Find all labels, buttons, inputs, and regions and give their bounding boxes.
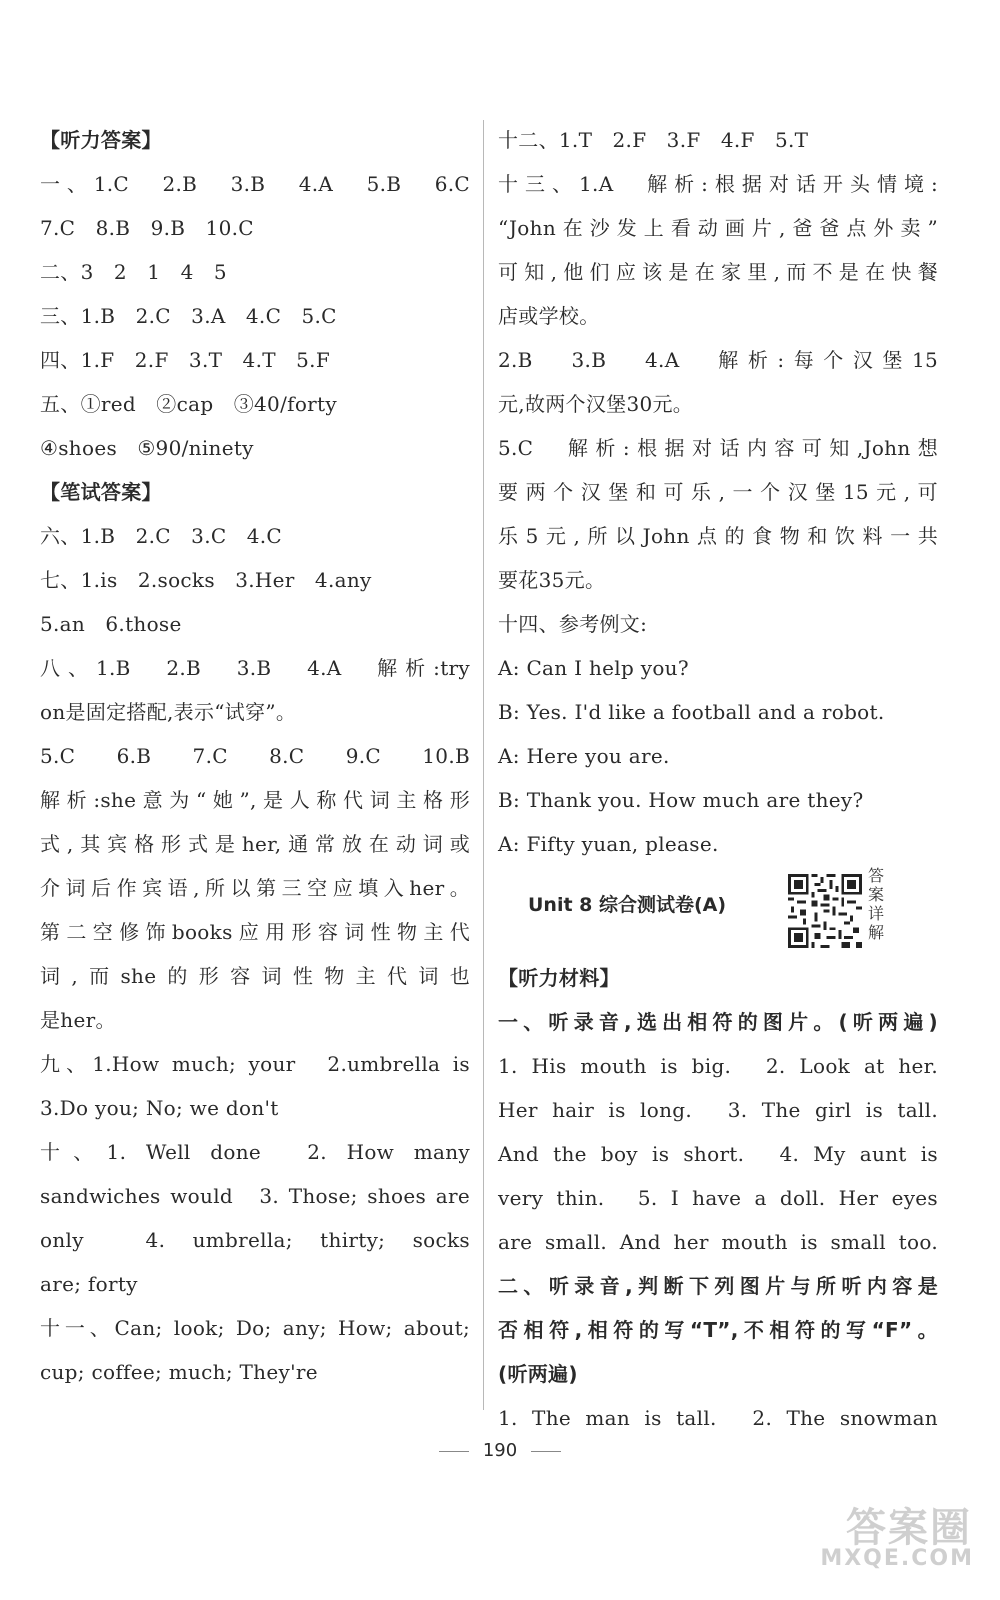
left-column bbox=[40, 118, 470, 1394]
text-line: 五、①red ②cap ③40/forty bbox=[40, 392, 337, 416]
text-line: 可知,他们应该是在家里,而不是在快餐 bbox=[498, 260, 938, 284]
page-number-dash bbox=[439, 1451, 469, 1452]
page-number bbox=[0, 1440, 1000, 1461]
text-line: 四、1.F 2.F 3.T 4.T 5.F bbox=[40, 348, 331, 372]
text-line: 八、1.B 2.B 3.B 4.A 解析:try bbox=[40, 656, 470, 680]
text-line: 7.C 8.B 9.B 10.C bbox=[40, 216, 254, 240]
section-heading: 【听力答案】 bbox=[40, 128, 162, 152]
text-line: 词,而she的形容词性物主代词也 bbox=[40, 964, 470, 988]
text-line: And the boy is short. 4. My aunt is bbox=[498, 1142, 938, 1166]
text-line: B: Thank you. How much are they? bbox=[498, 788, 864, 812]
text-line: 十二、1.T 2.F 3.F 4.F 5.T bbox=[498, 128, 809, 152]
question-heading: 一、听录音,选出相符的图片。(听两遍) bbox=[498, 1010, 938, 1034]
question-heading: 二、听录音,判断下列图片与所听内容是 bbox=[498, 1274, 938, 1298]
text-line: 3.Do you; No; we don't bbox=[40, 1096, 279, 1120]
text-line: only 4. umbrella; thirty; socks bbox=[40, 1228, 470, 1252]
text-line: 式,其宾格形式是her,通常放在动词或 bbox=[40, 832, 470, 856]
text-line: A: Can I help you? bbox=[498, 656, 689, 680]
text-line: 解析:she意为“她”,是人称代词主格形 bbox=[40, 788, 470, 812]
right-column bbox=[498, 118, 938, 1440]
text-line: A: Here you are. bbox=[498, 744, 670, 768]
text-line: A: Fifty yuan, please. bbox=[498, 832, 719, 856]
text-line: 元,故两个汉堡30元。 bbox=[498, 392, 694, 416]
text-line: on是固定搭配,表示“试穿”。 bbox=[40, 700, 297, 724]
text-line: 十四、参考例文: bbox=[498, 612, 648, 636]
text-line: are; forty bbox=[40, 1272, 138, 1296]
text-line: Her hair is long. 3. The girl is tall. bbox=[498, 1098, 938, 1122]
section-heading: 【笔试答案】 bbox=[40, 480, 162, 504]
text-line: are small. And her mouth is small too. bbox=[498, 1230, 938, 1254]
text-line: B: Yes. I'd like a football and a robot. bbox=[498, 700, 885, 724]
column-divider bbox=[483, 120, 484, 1410]
text-line: ④shoes ⑤90/ninety bbox=[40, 436, 254, 460]
watermark-logo-text: 答案圈 bbox=[846, 1505, 972, 1551]
text-line: sandwiches would 3. Those; shoes are bbox=[40, 1184, 470, 1208]
text-line: 要两个汉堡和可乐,一个汉堡15元,可 bbox=[498, 480, 938, 504]
text-line: 乐5元,所以John点的食物和饮料一共 bbox=[498, 524, 938, 548]
text-line: 1. His mouth is big. 2. Look at her. bbox=[498, 1054, 938, 1078]
page-number-dash bbox=[531, 1451, 561, 1452]
text-line: 要花35元。 bbox=[498, 568, 606, 592]
text-line: 三、1.B 2.C 3.A 4.C 5.C bbox=[40, 304, 337, 328]
text-line: 七、1.is 2.socks 3.Her 4.any bbox=[40, 568, 372, 592]
text-line: 5.C 解析:根据对话内容可知,John想 bbox=[498, 436, 938, 460]
watermark bbox=[768, 1496, 978, 1586]
text-line: cup; coffee; much; They're bbox=[40, 1360, 318, 1384]
question-heading: (听两遍) bbox=[498, 1362, 578, 1386]
text-line: 二、3 2 1 4 5 bbox=[40, 260, 227, 284]
text-line: “John在沙发上看动画片,爸爸点外卖” bbox=[498, 216, 938, 240]
qr-code-icon[interactable] bbox=[788, 874, 862, 948]
text-line: 第二空修饰books应用形容词性物主代 bbox=[40, 920, 470, 944]
text-line: 六、1.B 2.C 3.C 4.C bbox=[40, 524, 283, 548]
question-heading: 否相符,相符的写“T”,不相符的写“F”。 bbox=[498, 1318, 938, 1342]
text-line: 一、1.C 2.B 3.B 4.A 5.B 6.C bbox=[40, 172, 470, 196]
qr-caption: 答案详解 bbox=[868, 866, 885, 942]
text-line: 是her。 bbox=[40, 1008, 116, 1032]
text-line: 5.an 6.those bbox=[40, 612, 182, 636]
page-number-text: 190 bbox=[482, 1440, 518, 1461]
section-heading: 【听力材料】 bbox=[498, 966, 620, 990]
text-line: 5.C 6.B 7.C 8.C 9.C 10.B bbox=[40, 744, 470, 768]
unit-title-block bbox=[498, 866, 938, 956]
unit-title: Unit 8 综合测试卷(A) bbox=[528, 894, 727, 916]
text-line: very thin. 5. I have a doll. Her eyes bbox=[498, 1186, 938, 1210]
watermark-url: MXQE.COM bbox=[820, 1546, 974, 1571]
text-line: 店或学校。 bbox=[498, 304, 600, 328]
text-line: 十一、Can; look; Do; any; How; about; bbox=[40, 1316, 470, 1340]
text-line: 2.B 3.B 4.A 解析:每个汉堡15 bbox=[498, 348, 938, 372]
text-line: 1. The man is tall. 2. The snowman bbox=[498, 1406, 938, 1430]
text-line: 十三、1.A 解析:根据对话开头情境: bbox=[498, 172, 938, 196]
text-line: 九、1.How much; your 2.umbrella is bbox=[40, 1052, 470, 1076]
text-line: 十、1. Well done 2. How many bbox=[40, 1140, 470, 1164]
text-line: 介词后作宾语,所以第三空应填入her。 bbox=[40, 876, 470, 900]
